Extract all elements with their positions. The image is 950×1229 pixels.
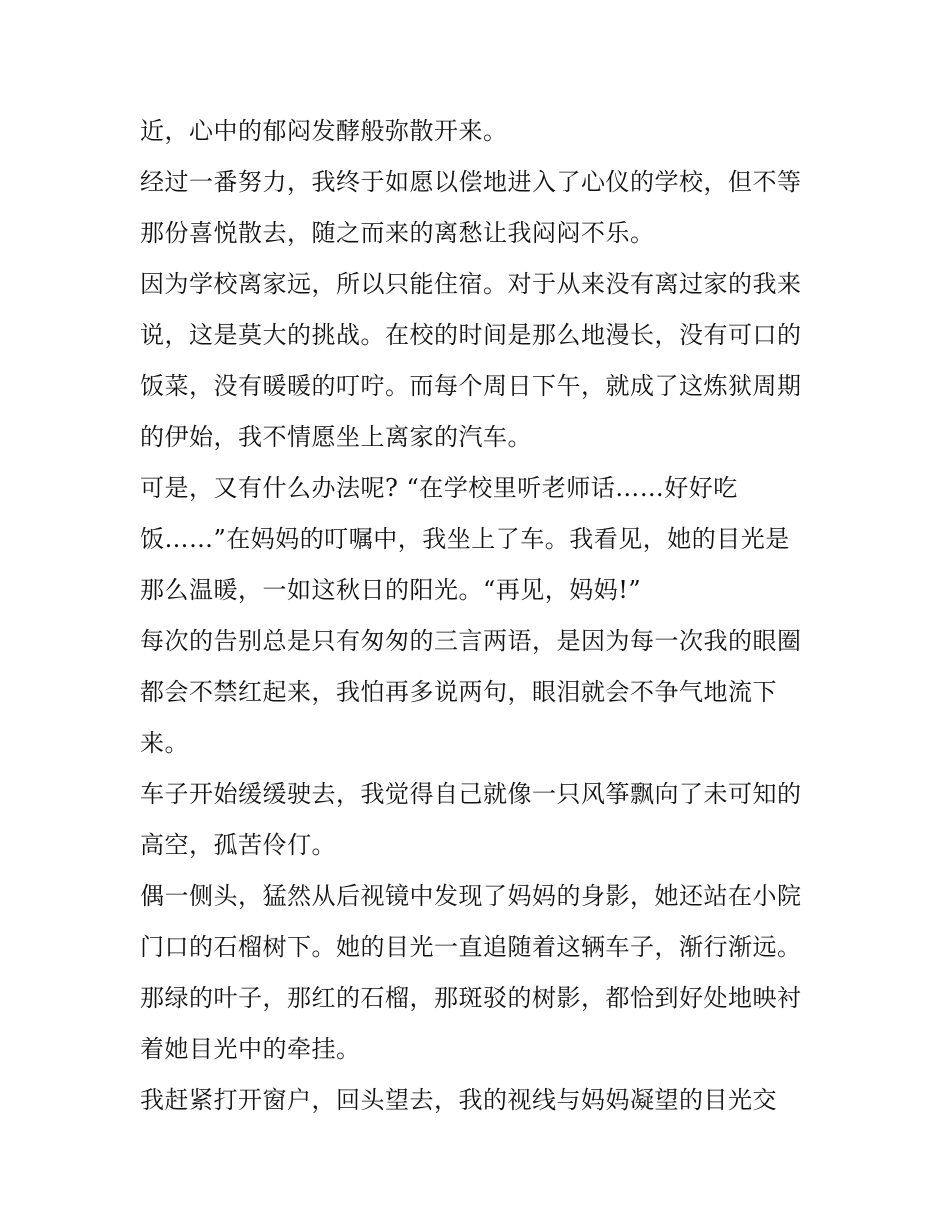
text-line: 来。 bbox=[140, 729, 189, 757]
text-line: 高空，孤苦伶仃。 bbox=[140, 831, 336, 859]
text-line: 我赶紧打开窗户，回头望去，我的视线与妈妈凝望的目光交 bbox=[140, 1086, 777, 1114]
text-line: 偶一侧头，猛然从后视镜中发现了妈妈的身影，她还站在小院 bbox=[140, 882, 802, 910]
text-line: 说，这是莫大的挑战。在校的时间是那么地漫长，没有可口的 bbox=[140, 321, 802, 349]
text-line: 的伊始，我不情愿坐上离家的汽车。 bbox=[140, 423, 532, 451]
text-line: 那份喜悦散去，随之而来的离愁让我闷闷不乐。 bbox=[140, 219, 655, 247]
essay-text bbox=[140, 106, 820, 1126]
text-line: 着她目光中的牵挂。 bbox=[140, 1035, 361, 1063]
text-line: 门口的石榴树下。她的目光一直追随着这辆车子，渐行渐远。 bbox=[140, 933, 802, 961]
text-line: 饭……”在妈妈的叮嘱中，我坐上了车。我看见，她的目光是 bbox=[140, 525, 790, 553]
text-line: 都会不禁红起来，我怕再多说两句，眼泪就会不争气地流下 bbox=[140, 678, 777, 706]
text-line: 近，心中的郁闷发酵般弥散开来。 bbox=[140, 117, 508, 145]
text-line: 因为学校离家远，所以只能住宿。对于从来没有离过家的我来 bbox=[140, 270, 802, 298]
text-line: 那绿的叶子，那红的石榴，那斑驳的树影，都恰到好处地映衬 bbox=[140, 984, 802, 1012]
text-line: 每次的告别总是只有匆匆的三言两语，是因为每一次我的眼圈 bbox=[140, 627, 802, 655]
text-line: 经过一番努力，我终于如愿以偿地进入了心仪的学校，但不等 bbox=[140, 168, 802, 196]
text-line: 车子开始缓缓驶去，我觉得自己就像一只风筝飘向了未可知的 bbox=[140, 780, 802, 808]
text-line: 那么温暖，一如这秋日的阳光。“再见，妈妈!” bbox=[140, 576, 642, 604]
text-line: 饭菜，没有暖暖的叮咛。而每个周日下午，就成了这炼狱周期 bbox=[140, 372, 802, 400]
text-line: 可是，又有什么办法呢? “在学校里听老师话……好好吃 bbox=[140, 474, 738, 502]
